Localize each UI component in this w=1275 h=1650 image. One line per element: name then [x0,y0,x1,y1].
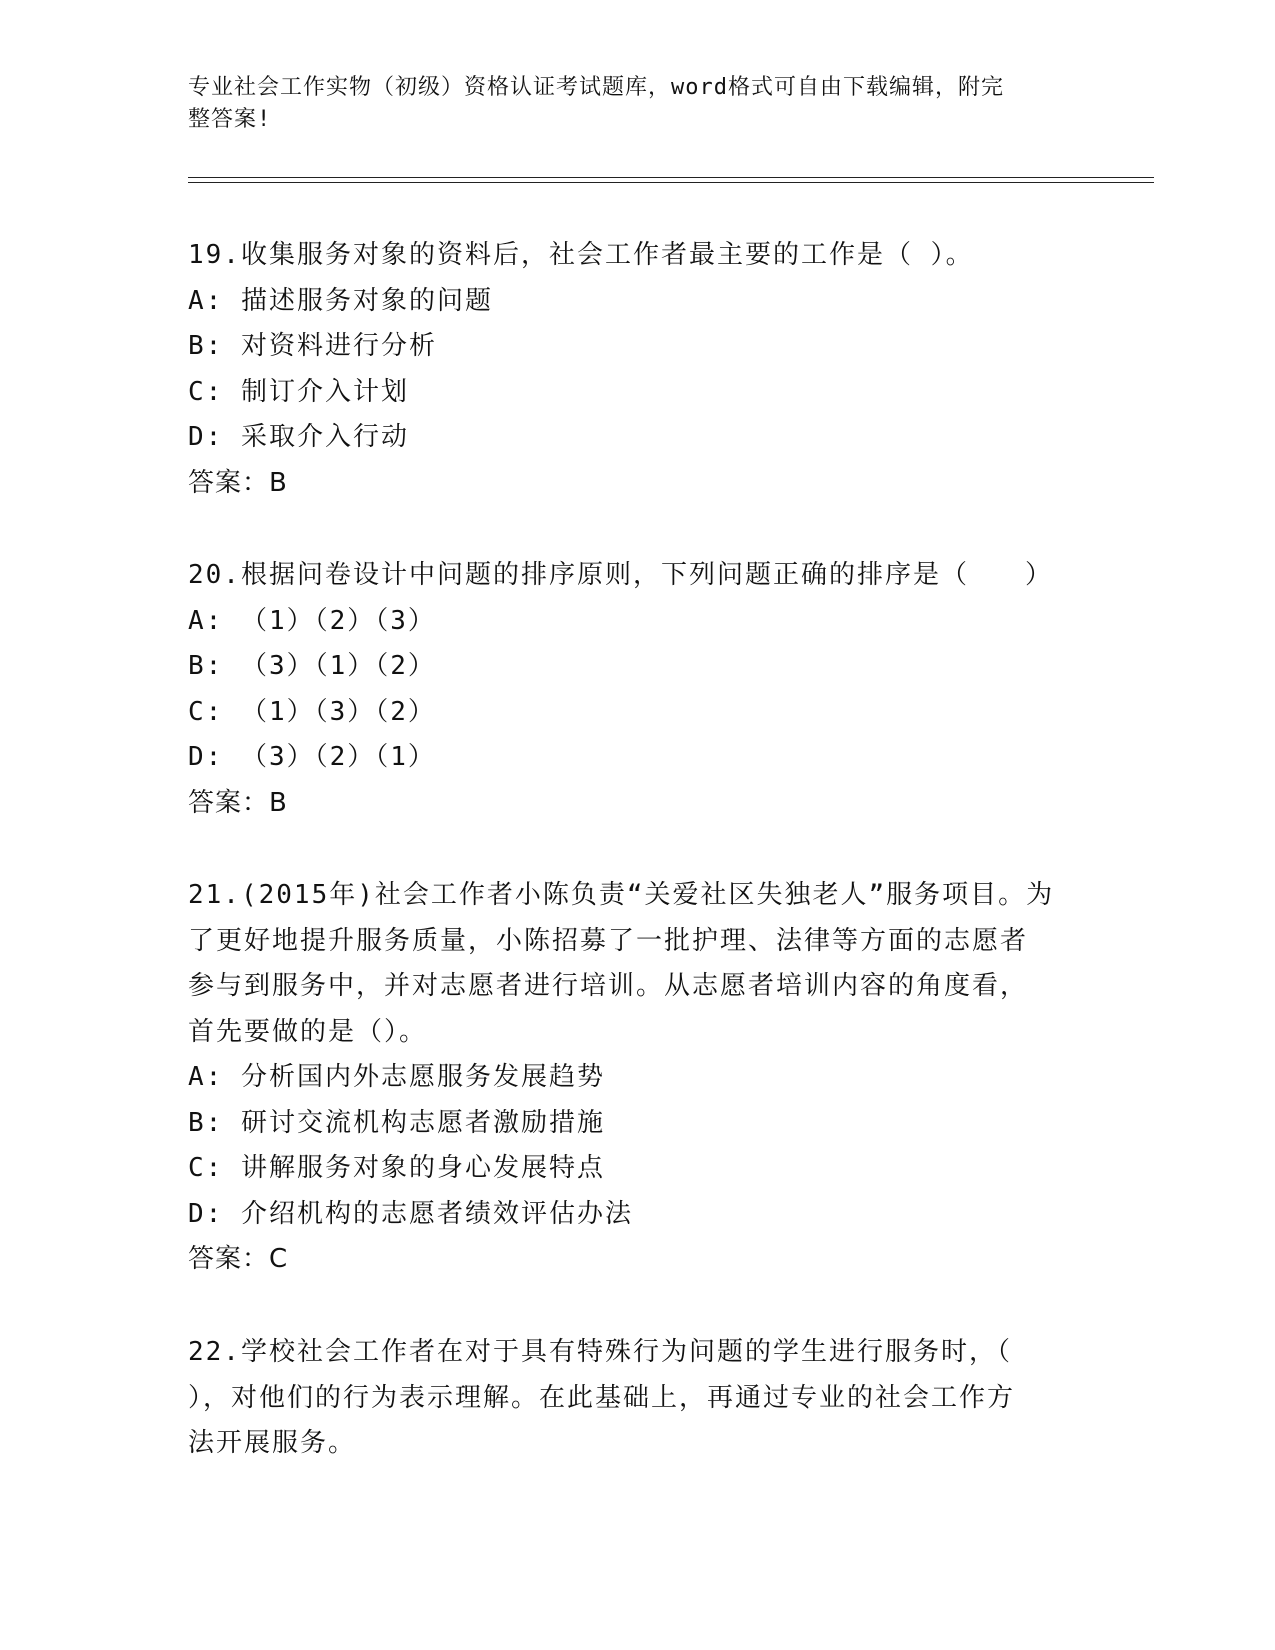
question-stem-line: 21.(2015年)社会工作者小陈负责“关爱社区失独老人”服务项目。为 [188,880,1055,910]
question-stem-line: 20.根据问卷设计中问题的排序原则，下列问题正确的排序是（ ） [188,560,1053,590]
option-d: D: 介绍机构的志愿者绩效评估办法 [188,1198,633,1229]
option-b: B: （3）（1）（2） [188,651,436,681]
header-divider-top [188,177,1154,178]
question-21 [188,873,1088,1283]
question-stem-line: 19.收集服务对象的资料后，社会工作者最主要的工作是（ ）。 [188,240,974,270]
answer-text: 答案：C [188,1244,289,1274]
question-stem-line: 首先要做的是（）。 [188,1016,428,1047]
question-stem-line: 法开展服务。 [188,1428,357,1458]
answer-text: 答案：B [188,467,288,498]
header-divider-bottom [188,182,1154,183]
option-b: B: 对资料进行分析 [188,331,437,361]
question-20 [188,553,1088,826]
option-c: C: 讲解服务对象的身心发展特点 [188,1153,605,1183]
option-a: A: 分析国内外志愿服务发展趋势 [188,1062,605,1092]
option-d: D: （3）（2）（1） [188,742,436,772]
question-stem-line: ），对他们的行为表示理解。在此基础上，再通过专业的社会工作方 [188,1382,1016,1413]
document-header [188,72,1068,136]
option-a: A: 描述服务对象的问题 [188,285,493,316]
option-a: A: （1）（2）（3） [188,605,436,636]
header-line-2: 整答案! [188,107,272,132]
option-c: C: 制订介入计划 [188,376,409,407]
header-line-1: 专业社会工作实物（初级）资格认证考试题库，word格式可自由下载编辑，附完 [188,75,1004,100]
question-stem-line: 了更好地提升服务质量，小陈招募了一批护理、法律等方面的志愿者 [188,925,1029,956]
option-b: B: 研讨交流机构志愿者激励措施 [188,1107,605,1138]
question-stem-line: 22.学校社会工作者在对于具有特殊行为问题的学生进行服务时，（ [188,1337,1012,1367]
question-19 [188,233,1088,506]
question-stem-line: 参与到服务中，并对志愿者进行培训。从志愿者培训内容的角度看， [188,971,1029,1001]
option-d: D: 采取介入行动 [188,422,409,452]
question-22 [188,1330,1088,1467]
answer-text: 答案：B [188,787,288,818]
option-c: C: （1）（3）（2） [188,696,436,727]
